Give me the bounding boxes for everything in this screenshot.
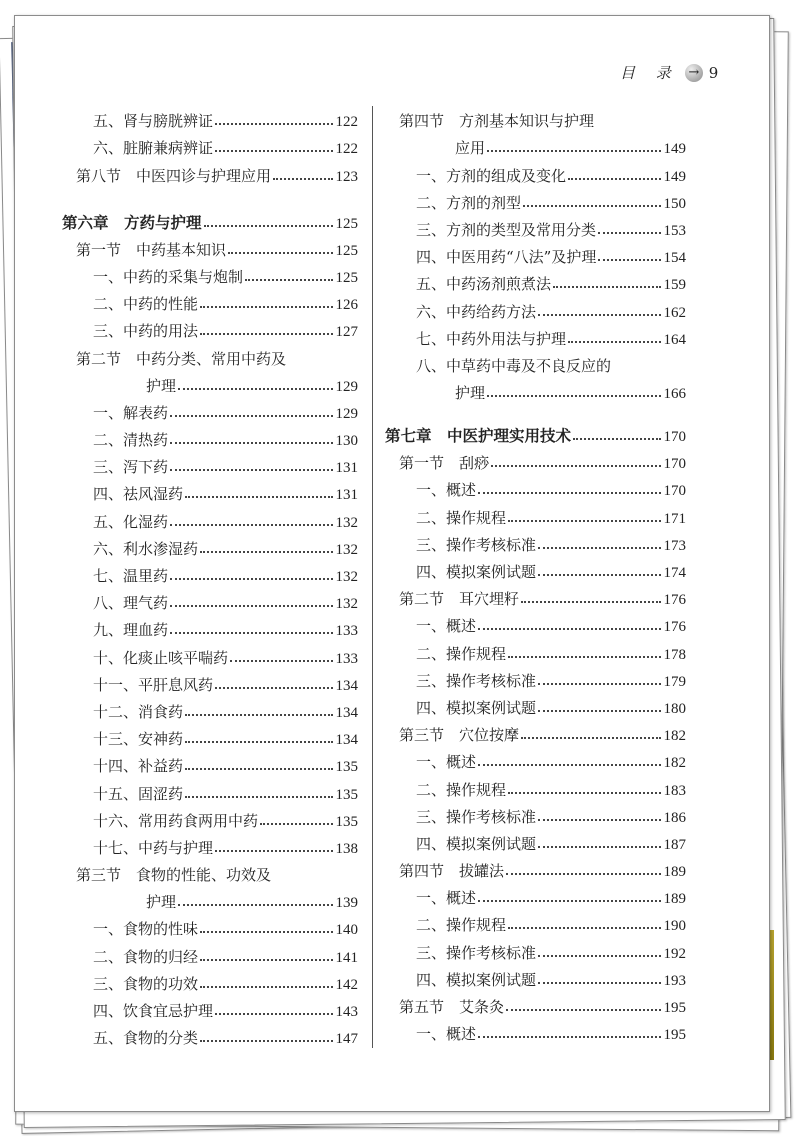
toc-entry-sub[interactable] xyxy=(385,908,686,935)
toc-entry-label: 一、概述 xyxy=(416,617,477,636)
toc-entry-label: 第八节 中医四诊与护理应用 xyxy=(76,166,272,185)
toc-entry-sub[interactable] xyxy=(385,963,686,990)
dot-leader xyxy=(185,796,332,798)
toc-entry-label: 四、模拟案例试题 xyxy=(416,698,537,717)
toc-entry-sub[interactable] xyxy=(62,722,358,749)
toc-entry-sub[interactable] xyxy=(62,260,358,287)
dot-leader xyxy=(170,442,332,444)
toc-entry-sub[interactable] xyxy=(385,186,686,213)
toc-entry-sub[interactable] xyxy=(385,691,686,718)
toc-entry-sub[interactable] xyxy=(62,396,358,423)
toc-entry-section[interactable] xyxy=(62,858,358,885)
dot-leader xyxy=(538,955,660,957)
toc-entry-sub[interactable] xyxy=(62,640,358,667)
toc-entry-label: 三、中药的用法 xyxy=(93,322,199,341)
dot-leader xyxy=(538,547,660,549)
dot-leader xyxy=(215,687,332,689)
dot-leader xyxy=(508,656,660,658)
toc-entry-sub[interactable] xyxy=(62,504,358,531)
toc-entry-sub[interactable] xyxy=(385,294,686,321)
toc-entry-sub[interactable] xyxy=(385,800,686,827)
dot-leader xyxy=(538,819,660,821)
dot-leader xyxy=(170,524,332,526)
toc-entry-page: 186 xyxy=(663,809,686,826)
toc-entry-sub[interactable] xyxy=(62,749,358,776)
toc-entry-page: 126 xyxy=(335,297,358,314)
toc-entry-section[interactable] xyxy=(62,341,358,368)
toc-entry-label: 护理 xyxy=(146,376,177,395)
toc-entry-label: 二、食物的归经 xyxy=(93,947,199,966)
toc-entry-sub[interactable] xyxy=(62,831,358,858)
toc-entry-cont[interactable] xyxy=(385,131,686,158)
dot-leader xyxy=(478,1036,660,1038)
toc-entry-label: 一、概述 xyxy=(416,753,477,772)
toc-entry-label: 第四节 拔罐法 xyxy=(399,862,505,881)
toc-entry-label: 四、模拟案例试题 xyxy=(416,563,537,581)
toc-entry-page: 135 xyxy=(335,786,358,803)
dot-leader xyxy=(178,388,332,390)
toc-entry-section[interactable] xyxy=(385,854,686,881)
toc-entry-label: 第一节 刮痧 xyxy=(399,454,490,473)
toc-entry-label: 五、化湿药 xyxy=(93,512,169,531)
toc-entry-page: 129 xyxy=(335,405,358,422)
dot-leader xyxy=(200,931,332,933)
toc-entry-section[interactable] xyxy=(62,158,358,185)
toc-entry-label: 十二、消食药 xyxy=(93,702,184,721)
toc-entry-sub[interactable] xyxy=(385,664,686,691)
dot-leader xyxy=(185,741,332,743)
toc-entry-sub[interactable] xyxy=(62,532,358,559)
toc-entry-page: 182 xyxy=(663,755,686,772)
arrow-right-icon: → xyxy=(685,64,703,82)
toc-entry-label: 十三、安神药 xyxy=(93,730,184,749)
dot-leader xyxy=(200,1040,332,1042)
toc-entry-page: 135 xyxy=(335,759,358,776)
toc-entry-label: 第一节 中药基本知识 xyxy=(76,240,227,259)
toc-entry-label: 四、模拟案例试题 xyxy=(416,970,537,989)
dot-leader xyxy=(178,904,332,906)
toc-entry-sub[interactable] xyxy=(385,528,686,555)
toc-entry-sub[interactable] xyxy=(385,500,686,527)
toc-entry-page: 183 xyxy=(663,782,686,799)
toc-entry-label: 第七章 中医护理实用技术 xyxy=(385,427,572,446)
toc-entry-page: 153 xyxy=(663,222,686,239)
toc-entry-page: 162 xyxy=(663,304,686,321)
toc-entry-page: 147 xyxy=(335,1031,358,1048)
toc-entry-page: 176 xyxy=(663,619,686,636)
toc-entry-label: 三、食物的功效 xyxy=(93,974,199,993)
dot-leader xyxy=(200,959,332,961)
toc-entry-page: 141 xyxy=(335,949,358,966)
toc-entry-sub[interactable] xyxy=(62,804,358,831)
toc-entry-page: 174 xyxy=(663,565,686,581)
running-header xyxy=(620,62,718,83)
toc-entry-label: 十四、补益药 xyxy=(93,757,184,776)
toc-entry-chapter[interactable] xyxy=(62,202,358,233)
toc-entry-label: 六、利水渗湿药 xyxy=(93,539,199,558)
toc-entry-page: 134 xyxy=(335,704,358,721)
toc-entry-label: 一、方剂的组成及变化 xyxy=(416,166,567,185)
toc-entry-page: 125 xyxy=(335,215,358,232)
dot-leader xyxy=(478,764,660,766)
dot-leader xyxy=(598,259,660,261)
toc-entry-label: 三、操作考核标准 xyxy=(416,943,537,962)
toc-entry-label: 十五、固涩药 xyxy=(93,784,184,803)
toc-entry-sub[interactable] xyxy=(62,314,358,341)
dot-leader xyxy=(200,306,332,308)
toc-left-column xyxy=(62,104,358,1048)
toc-entry-label: 二、中药的性能 xyxy=(93,295,199,314)
dot-leader xyxy=(185,714,332,716)
toc-entry-sub[interactable] xyxy=(62,695,358,722)
toc-entry-section[interactable] xyxy=(62,233,358,260)
toc-entry-label: 第六章 方药与护理 xyxy=(62,213,202,232)
toc-entry-label: 六、中药给药方法 xyxy=(416,302,537,321)
column-divider xyxy=(372,106,373,1048)
toc-entry-page: 135 xyxy=(335,813,358,830)
dot-leader xyxy=(245,279,332,281)
toc-entry-sub[interactable] xyxy=(385,349,686,376)
dot-leader xyxy=(204,225,333,227)
toc-entry-page: 127 xyxy=(335,324,358,341)
dot-leader xyxy=(508,520,660,522)
toc-entry-page: 138 xyxy=(335,840,358,857)
toc-entry-sub[interactable] xyxy=(385,935,686,962)
toc-entry-page: 170 xyxy=(663,456,686,473)
dot-leader xyxy=(170,415,332,417)
toc-entry-page: 133 xyxy=(335,623,358,640)
toc-entry-label: 七、中药外用法与护理 xyxy=(416,329,567,348)
toc-entry-page: 149 xyxy=(663,168,686,185)
toc-entry-page: 170 xyxy=(663,483,686,500)
dot-leader xyxy=(185,768,332,770)
toc-entry-sub[interactable] xyxy=(62,994,358,1021)
toc-entry-section[interactable] xyxy=(385,990,686,1017)
toc-entry-label: 第五节 艾条灸 xyxy=(399,998,505,1016)
toc-entry-page: 131 xyxy=(335,460,358,477)
dot-leader xyxy=(170,605,332,607)
toc-entry-label: 护理 xyxy=(146,893,177,912)
toc-entry-label: 十七、中药与护理 xyxy=(93,838,214,857)
toc-entry-page: 180 xyxy=(663,700,686,717)
dot-leader xyxy=(273,178,332,180)
toc-entry-sub[interactable] xyxy=(385,267,686,294)
toc-entry-sub[interactable] xyxy=(62,1021,358,1048)
toc-entry-sub[interactable] xyxy=(385,1017,686,1044)
toc-entry-label: 十一、平肝息风药 xyxy=(93,675,214,694)
toc-entry-label: 二、操作规程 xyxy=(416,780,507,799)
dot-leader xyxy=(538,710,660,712)
toc-entry-page: 187 xyxy=(663,836,686,853)
toc-entry-section[interactable] xyxy=(385,718,686,745)
toc-entry-sub[interactable] xyxy=(62,939,358,966)
header-title: 目 录 xyxy=(620,64,679,82)
toc-entry-sub[interactable] xyxy=(62,776,358,803)
toc-entry-label: 三、操作考核标准 xyxy=(416,535,537,554)
toc-entry-sub[interactable] xyxy=(62,912,358,939)
toc-entry-label: 三、操作考核标准 xyxy=(416,671,537,690)
dot-leader xyxy=(215,850,332,852)
toc-entry-label: 应用 xyxy=(455,139,486,158)
toc-entry-page: 195 xyxy=(663,1027,686,1044)
toc-entry-page: 125 xyxy=(335,269,358,286)
toc-entry-page: 170 xyxy=(663,429,686,446)
page-number: 9 xyxy=(708,63,719,82)
toc-entry-page: 143 xyxy=(335,1004,358,1020)
toc-entry-page: 182 xyxy=(663,728,686,745)
toc-entry-sub[interactable] xyxy=(62,668,358,695)
toc-entry-label: 八、中草药中毒及不良反应的 xyxy=(416,356,612,375)
dot-leader xyxy=(487,150,660,152)
toc-entry-label: 一、概述 xyxy=(416,1025,477,1044)
toc-entry-label: 二、清热药 xyxy=(93,431,169,450)
toc-entry-page: 134 xyxy=(335,732,358,749)
toc-entry-section[interactable] xyxy=(385,582,686,609)
dot-leader xyxy=(568,178,660,180)
toc-entry-page: 129 xyxy=(335,378,358,395)
dot-leader xyxy=(200,986,332,988)
toc-entry-label: 四、模拟案例试题 xyxy=(416,834,537,853)
dot-leader xyxy=(523,205,660,207)
toc-entry-sub[interactable] xyxy=(62,586,358,613)
toc-entry-page: 149 xyxy=(663,141,686,158)
toc-entry-label: 五、肾与膀胱辨证 xyxy=(93,112,214,131)
toc-entry-sub[interactable] xyxy=(385,636,686,663)
toc-entry-label: 一、中药的采集与炮制 xyxy=(93,267,244,286)
dot-leader xyxy=(506,1009,660,1011)
toc-entry-page: 122 xyxy=(335,114,358,131)
toc-entry-page: 154 xyxy=(663,250,686,267)
toc-entry-page: 173 xyxy=(663,537,686,554)
dot-leader xyxy=(521,601,660,603)
toc-entry-page: 142 xyxy=(335,976,358,993)
toc-entry-sub[interactable] xyxy=(385,745,686,772)
dot-leader xyxy=(487,395,660,397)
toc-entry-page: 179 xyxy=(663,673,686,690)
dot-leader xyxy=(573,438,660,440)
toc-entry-label: 三、泻下药 xyxy=(93,458,169,477)
toc-entry-page: 193 xyxy=(663,972,686,989)
toc-entry-sub[interactable] xyxy=(385,772,686,799)
dot-leader xyxy=(538,982,660,984)
toc-entry-page: 122 xyxy=(335,141,358,158)
toc-entry-label: 二、操作规程 xyxy=(416,916,507,935)
dot-leader xyxy=(185,496,332,498)
dot-leader xyxy=(478,492,660,494)
toc-right-column xyxy=(385,104,686,1044)
toc-entry-sub[interactable] xyxy=(62,559,358,586)
dot-leader xyxy=(508,792,660,794)
toc-entry-sub[interactable] xyxy=(385,555,686,582)
toc-entry-sub[interactable] xyxy=(385,240,686,267)
toc-entry-page: 139 xyxy=(335,895,358,912)
toc-entry-label: 一、食物的性味 xyxy=(93,920,199,939)
toc-entry-label: 护理 xyxy=(455,384,486,403)
toc-entry-label: 第四节 方剂基本知识与护理 xyxy=(399,112,595,131)
dot-leader xyxy=(478,628,660,630)
toc-entry-label: 九、理血药 xyxy=(93,621,169,640)
toc-entry-label: 十六、常用药食两用中药 xyxy=(93,811,259,830)
dot-leader xyxy=(215,150,332,152)
toc-entry-sub[interactable] xyxy=(385,473,686,500)
toc-entry-label: 十、化痰止咳平喘药 xyxy=(93,648,229,667)
toc-entry-page: 131 xyxy=(335,487,358,504)
toc-entry-page: 171 xyxy=(663,510,686,527)
toc-entry-page: 164 xyxy=(663,331,686,348)
toc-entry-sub[interactable] xyxy=(385,158,686,185)
toc-entry-page: 125 xyxy=(335,242,358,259)
toc-entry-label: 四、饮食宜忌护理 xyxy=(93,1002,214,1020)
dot-leader xyxy=(568,341,660,343)
toc-entry-label: 二、操作规程 xyxy=(416,644,507,663)
toc-entry-label: 二、操作规程 xyxy=(416,508,507,527)
toc-entry-page: 132 xyxy=(335,569,358,585)
dot-leader xyxy=(491,465,660,467)
toc-entry-sub[interactable] xyxy=(62,613,358,640)
toc-entry-sub[interactable] xyxy=(62,967,358,994)
dot-leader xyxy=(538,846,660,848)
dot-leader xyxy=(200,333,332,335)
toc-entry-page: 176 xyxy=(663,592,686,609)
toc-entry-page: 190 xyxy=(663,918,686,935)
toc-entry-label: 第二节 中药分类、常用中药及 xyxy=(76,349,287,368)
toc-entry-page: 192 xyxy=(663,945,686,962)
toc-entry-label: 四、祛风湿药 xyxy=(93,485,184,504)
toc-entry-label: 四、中医用药“八法”及护理 xyxy=(416,248,597,267)
toc-entry-label: 六、脏腑兼病辨证 xyxy=(93,139,214,158)
toc-entry-sub[interactable] xyxy=(385,827,686,854)
toc-entry-label: 八、理气药 xyxy=(93,594,169,613)
toc-entry-cont[interactable] xyxy=(62,885,358,912)
toc-entry-page: 133 xyxy=(335,650,358,667)
toc-entry-sub[interactable] xyxy=(62,104,358,131)
dot-leader xyxy=(538,314,660,316)
toc-entry-page: 132 xyxy=(335,596,358,613)
dot-leader xyxy=(170,632,332,634)
dot-leader xyxy=(200,551,332,553)
toc-entry-sub[interactable] xyxy=(385,881,686,908)
toc-entry-label: 一、概述 xyxy=(416,481,477,500)
toc-entry-page: 130 xyxy=(335,433,358,450)
toc-entry-label: 五、中药汤剂煎煮法 xyxy=(416,275,552,294)
toc-entry-label: 七、温里药 xyxy=(93,567,169,585)
toc-entry-sub[interactable] xyxy=(62,423,358,450)
toc-entry-page: 195 xyxy=(663,1000,686,1016)
toc-entry-page: 132 xyxy=(335,541,358,558)
dot-leader xyxy=(215,123,332,125)
toc-entry-page: 189 xyxy=(663,891,686,908)
toc-entry-label: 三、方剂的类型及常用分类 xyxy=(416,220,597,239)
dot-leader xyxy=(538,683,660,685)
toc-entry-page: 178 xyxy=(663,646,686,663)
toc-entry-label: 一、概述 xyxy=(416,889,477,908)
dot-leader xyxy=(215,1013,332,1015)
toc-entry-label: 五、食物的分类 xyxy=(93,1029,199,1048)
dot-leader xyxy=(260,823,332,825)
toc-entry-page: 140 xyxy=(335,922,358,939)
toc-entry-sub[interactable] xyxy=(62,450,358,477)
dot-leader xyxy=(538,574,660,576)
toc-entry-label: 三、操作考核标准 xyxy=(416,807,537,826)
toc-entry-label: 第三节 食物的性能、功效及 xyxy=(76,866,272,885)
toc-entry-sub[interactable] xyxy=(385,609,686,636)
dot-leader xyxy=(230,660,332,662)
toc-entry-sub[interactable] xyxy=(62,477,358,504)
toc-entry-page: 150 xyxy=(663,195,686,212)
dot-leader xyxy=(228,252,332,254)
toc-entry-page: 166 xyxy=(663,386,686,403)
toc-entry-page: 132 xyxy=(335,514,358,531)
toc-entry-page: 159 xyxy=(663,277,686,294)
toc-entry-label: 二、方剂的剂型 xyxy=(416,193,522,212)
dot-leader xyxy=(553,286,660,288)
toc-entry-page: 189 xyxy=(663,864,686,881)
toc-entry-label: 一、解表药 xyxy=(93,403,169,422)
toc-entry-page: 134 xyxy=(335,677,358,694)
toc-entry-label: 第三节 穴位按摩 xyxy=(399,726,520,745)
toc-entry-cont[interactable] xyxy=(62,369,358,396)
toc-entry-section[interactable] xyxy=(385,104,686,131)
toc-entry-cont[interactable] xyxy=(385,376,686,403)
dot-leader xyxy=(521,737,660,739)
toc-entry-sub[interactable] xyxy=(62,287,358,314)
dot-leader xyxy=(478,900,660,902)
toc-entry-label: 第二节 耳穴埋籽 xyxy=(399,590,520,609)
dot-leader xyxy=(170,469,332,471)
toc-entry-section[interactable] xyxy=(385,446,686,473)
toc-entry-chapter[interactable] xyxy=(385,415,686,446)
toc-entry-sub[interactable] xyxy=(62,131,358,158)
toc-entry-sub[interactable] xyxy=(385,322,686,349)
dot-leader xyxy=(508,927,660,929)
dot-leader xyxy=(598,232,660,234)
toc-entry-page: 123 xyxy=(335,168,358,185)
dot-leader xyxy=(170,578,332,580)
dot-leader xyxy=(506,873,660,875)
toc-entry-sub[interactable] xyxy=(385,213,686,240)
